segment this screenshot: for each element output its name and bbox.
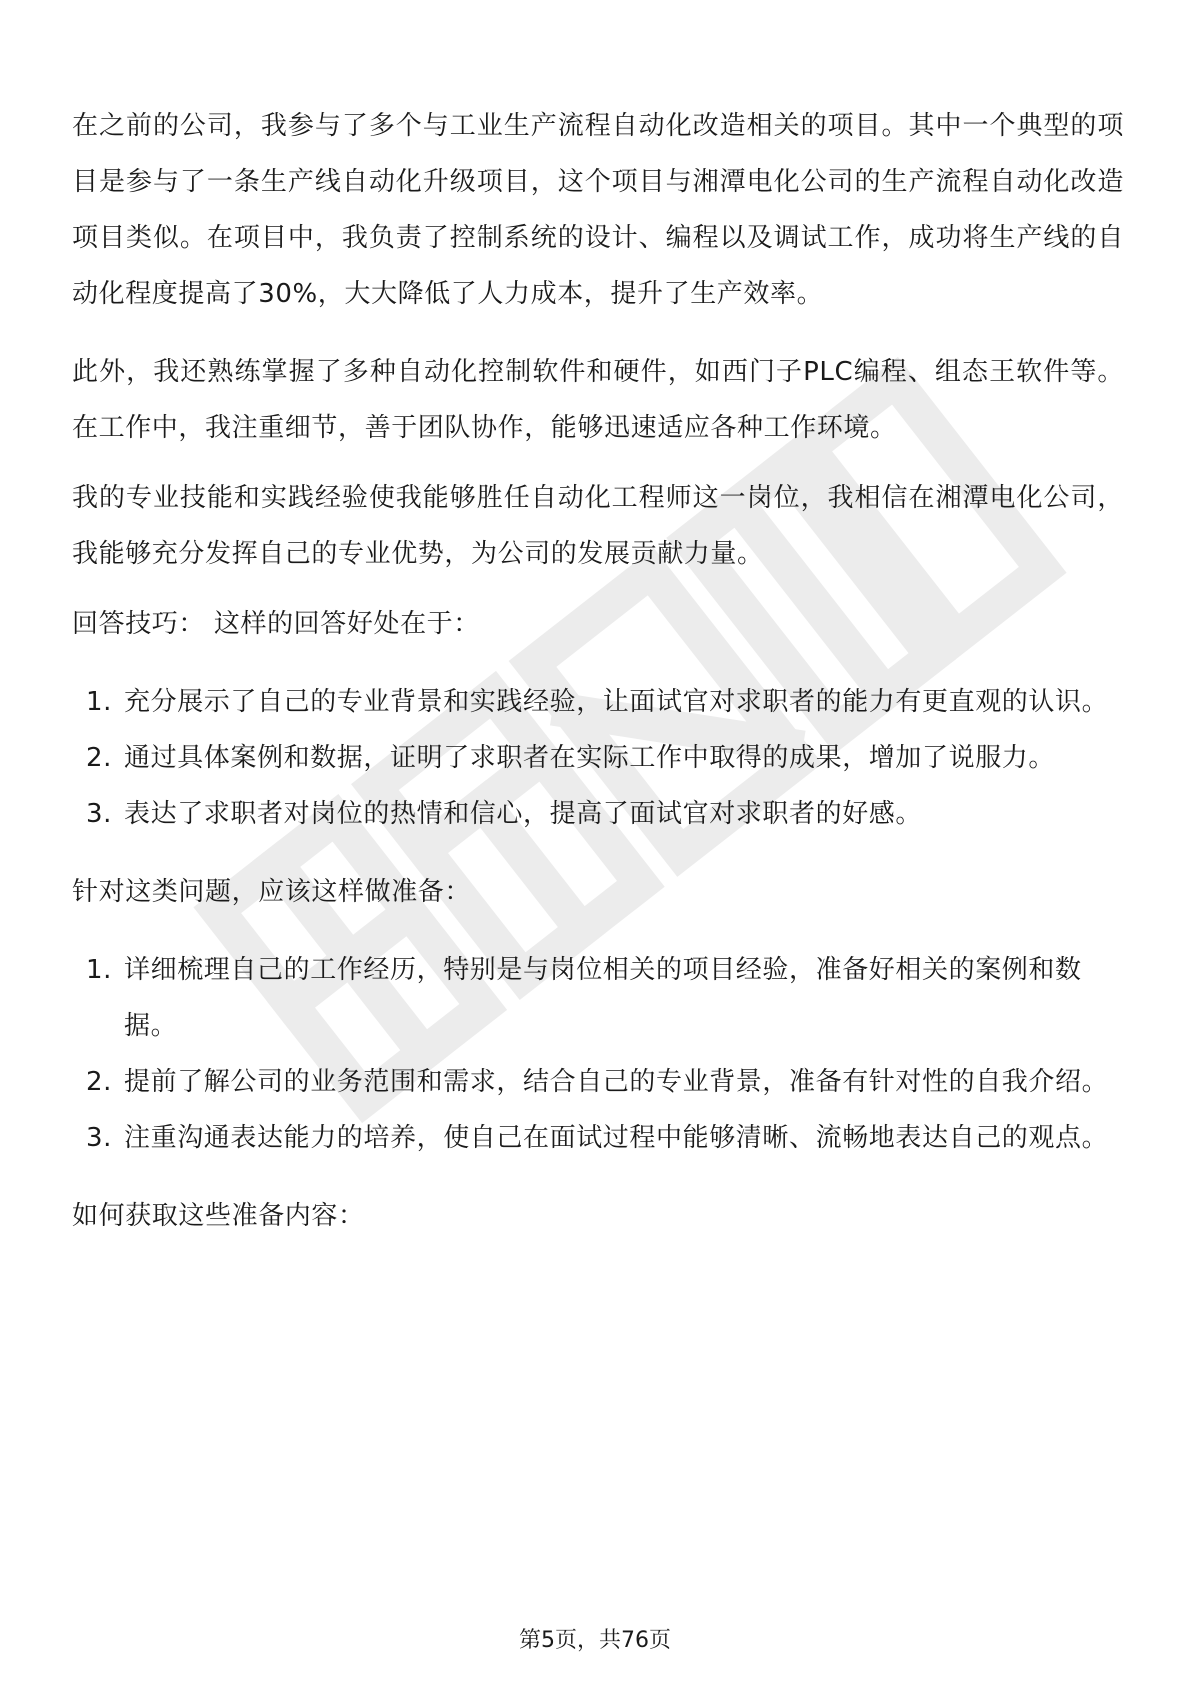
list-item: [72, 1110, 1124, 1166]
list-item: [72, 942, 1124, 1054]
source-heading: 如何获取这些准备内容：: [72, 1201, 365, 1231]
list-text: 表达了求职者对岗位的热情和信心，提高了面试官对求职者的好感。: [124, 799, 923, 829]
tips-list: [72, 674, 1124, 842]
page-number: 第5页，共76页: [519, 1628, 671, 1653]
document-body: [72, 98, 1124, 1244]
list-item: [72, 730, 1124, 786]
list-item: [72, 1054, 1124, 1110]
list-text: 通过具体案例和数据，证明了求职者在实际工作中取得的成果，增加了说服力。: [124, 743, 1056, 773]
list-number: 3.: [86, 1123, 113, 1153]
list-number: 1.: [86, 955, 113, 985]
tips-heading: 回答技巧： 这样的回答好处在于：: [72, 609, 480, 639]
list-number: 2.: [86, 1067, 113, 1097]
prep-heading: 针对这类问题，应该这样做准备：: [72, 877, 472, 907]
list-text: 提前了解公司的业务范围和需求，结合自己的专业背景，准备有针对性的自我介绍。: [124, 1067, 1109, 1097]
list-number: 3.: [86, 799, 113, 829]
list-item: [72, 674, 1124, 730]
prep-list: [72, 942, 1124, 1166]
list-text: 详细梳理自己的工作经历，特别是与岗位相关的项目经验，准备好相关的案例和数据。: [124, 955, 1082, 1041]
list-item: [72, 786, 1124, 842]
paragraph-suitability: 我的专业技能和实践经验使我能够胜任自动化工程师这一岗位，我相信在湘潭电化公司，我能够充分发挥自己的专业优势，为公司的发展贡献力量。: [72, 483, 1124, 569]
list-text: 注重沟通表达能力的培养，使自己在面试过程中能够清晰、流畅地表达自己的观点。: [124, 1123, 1109, 1153]
paragraph-skills: 此外，我还熟练掌握了多种自动化控制软件和硬件，如西门子PLC编程、组态王软件等。在工作中，我注重细节，善于团队协作，能够迅速适应各种工作环境。: [72, 357, 1124, 443]
list-number: 2.: [86, 743, 113, 773]
paragraph-project-experience: 在之前的公司，我参与了多个与工业生产流程自动化改造相关的项目。其中一个典型的项目是参与了一条生产线自动化升级项目，这个项目与湘潭电化公司的生产流程自动化改造项目类似。在项目中，我负责了控制系统的设计、编程以及调试工作，成功将生产线的自动化程度提高了30%，大大降低了人力成本，提升了生产效率。: [72, 111, 1124, 309]
list-number: 1.: [86, 687, 113, 717]
list-text: 充分展示了自己的专业背景和实践经验，让面试官对求职者的能力有更直观的认识。: [124, 687, 1109, 717]
